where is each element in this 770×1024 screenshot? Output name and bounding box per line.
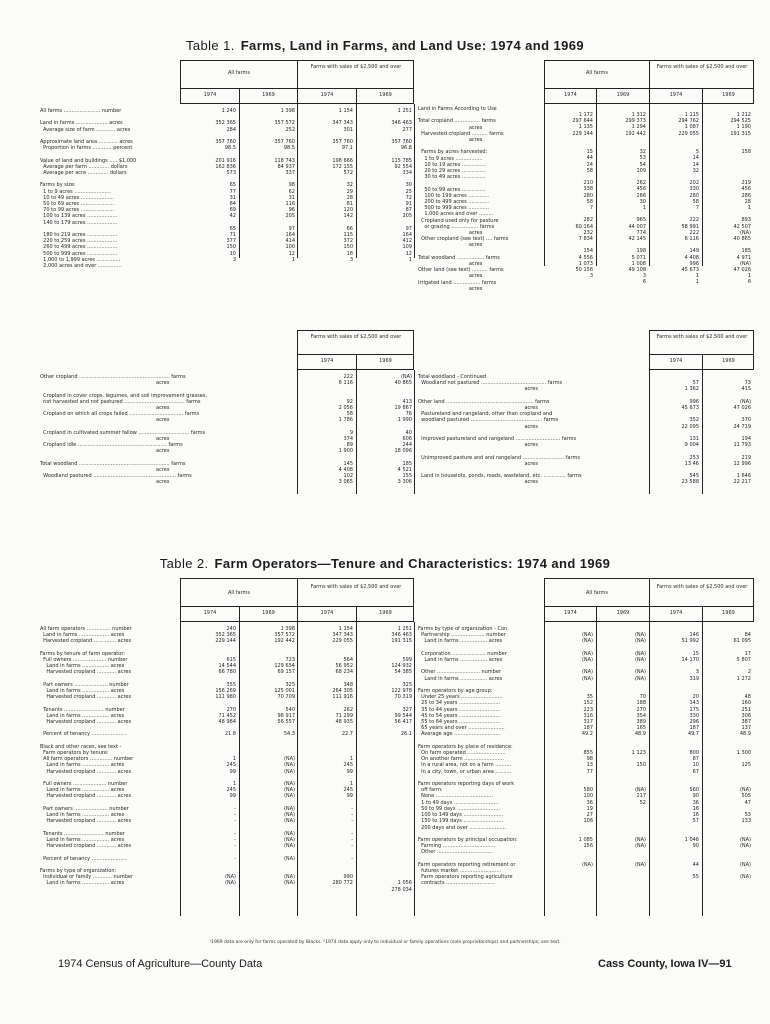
t2-left-year-1969a: 1969 xyxy=(262,610,275,616)
t1-right-sales-head: Farms with sales of $2,500 and over xyxy=(656,64,748,70)
t1-left-year-1974a: 1974 xyxy=(203,92,217,98)
t1-left-allfarms-head: All farms xyxy=(227,70,251,76)
t1-ll-col-1969: (NA) 40 865 413 19 867 76 1 990 40 606 244 18 096 185 4 521 155 3 306 xyxy=(394,374,412,486)
t2-right-year-1974a: 1974 xyxy=(564,610,577,616)
t1-lr-sales-head: Farms with sales of $2,500 and over xyxy=(656,334,748,340)
table2-heading: Farm Operators—Tenure and Characteristics: 1974 and 1969 xyxy=(214,556,611,571)
t1-right-year-1974a: 1974 xyxy=(564,92,577,98)
t2-left-col-1969-all: 1 398 357 572 192 442 723 129 654 69 157 325 125 001 70 709 540 98 917 56 557 54.3 (NA) (NA) (NA) (NA) (NA) (NA) (NA) (NA) (NA) (NA) (NA) (NA) (NA) (NA) (NA) xyxy=(274,626,295,887)
t2-right-labels: Farms by type of organization - Con. Partnership ..................... number Land in farms ................. acres Corporation ..................... number Land in farms ................. acres Other ........................... number Land in farms ................. acres Farm operators by age group: Under 25 years .......................... 25 to 34 years .......................... 35 to 44 years .......................... 45 to 54 years .......................... 55 to 64 years .......................... 65 years and over ....................... Average age ............................. Farm operators by place of residence: On farm operated ........................ On another farm ......................... In a rural area, not on a farm .......... In a city, town, or urban area .......... Farm operators reporting days of work off farm: None .................................... 1 to 49 days ............................ 50 to 99 days ........................... 100 to 149 days ......................... 150 to 199 days ......................... 200 days and over ....................... Farm operators by principal occupation: Farming ................................. Other ................................... Farm operators reporting retirement or futures market .......................... Farm operators reporting agriculture contracts ............................... xyxy=(418,626,518,887)
table1-heading: Farms, Land in Farms, and Land Use: 1974 and 1969 xyxy=(240,38,584,53)
t2-right-col-1974-sales: 146 51 992 15 14 170 3 319 20 143 175 330 296 187 49.7 800 87 10 67 560 90 36 16 16 57 1 046 90 44 55 xyxy=(681,632,699,881)
t1-ll-sales-head: Farms with sales of $2,500 and over xyxy=(310,334,402,340)
t2-right-col-1969-sales: 84 61 095 17 5 807 2 1 272 48 160 251 306 387 137 48.9 1 300 125 (NA) 505 47 53 133 (NA) (NA) (NA) (NA) xyxy=(733,632,751,881)
t2-right-col-1969-all: (NA) (NA) (NA) (NA) (NA) (NA) 70 188 270 354 389 165 48.9 1 123 150 (NA) 217 52 (NA) (NA) (NA) xyxy=(631,632,646,868)
page-footer-right: Cass County, Iowa IV—91 xyxy=(598,958,732,970)
t2-right-sales-head: Farms with sales of $2,500 and over xyxy=(656,584,748,590)
t1-lr-labels: Total woodland - Continued Woodland not pastured ......................................... farms acres Other land ....................................................... farms acres Pastureland and rangeland, other than cropland and woodland pastured ............................................. farms acres Improved pastureland and rangeland ............................ farms acres Unimproved pasture and and rangeland .......................... farms acres Land in houselots, ponds, roads, wasteland, etc. .............. farms acres xyxy=(418,374,582,486)
t2-left-year-1969b: 1969 xyxy=(379,610,392,616)
t2-right-year-1969b: 1969 xyxy=(722,610,735,616)
t1-left-sales-head: Farms with sales of $2,500 and over xyxy=(310,64,402,70)
t1-left-year-1969a: 1969 xyxy=(262,92,275,98)
t2-left-col-1969-sales: 1 251 346 463 191 315 599 124 932 54 385 325 122 978 70 319 327 99 544 56 417 26.1 1 056 278 034 xyxy=(391,626,412,893)
t1-lr-year-1969: 1969 xyxy=(722,358,735,364)
t1-left-col-1974-sales: 1 154 347 343 301 357 760 97.1 198 666 172 155 572 32 29 28 81 120 142 66 115 372 150 18 3 xyxy=(332,108,353,263)
t1-right-year-1969a: 1969 xyxy=(616,92,630,98)
t2-right-year-1974b: 1974 xyxy=(669,610,683,616)
t2-left-col-1974-all: 240 352 365 229 144 615 14 544 66 780 355 156 269 111 980 270 71 452 48 984 21.8 1 245 99 1 245 99 - - - - - - - (NA) (NA) xyxy=(215,626,236,887)
table2-title xyxy=(0,556,770,571)
t2-left-labels: All farm operators ............... number Land in farms ................... acres Harvested cropland .............. acres Farms by tenure of farm operator: Full owners ..................... number Land in farms ................. acres Harvested cropland ............ acres Part owners ..................... number Land in farms ................. acres Harvested cropland ............ acres Tenants ......................... number Land in farms ................. acres Harvested cropland ............ acres Percent of tenancy ...................... Black and other races, see text - Farm operators by tenure: All farm operators .............. number Land in farms ................. acres Harvested cropland ............ acres Full owners ..................... number Land in farms ................. acres Harvested cropland ............ acres Part owners ..................... number Land in farms ................. acres Harvested cropland ............ acres Tenants ......................... number Land in farms ................. acres Harvested cropland ............ acres Percent of tenancy ...................... Farms by type of organization: Individual or family ............ number Land in farms ................. acres xyxy=(40,626,134,887)
t1-ll-year-1974: 1974 xyxy=(320,358,334,364)
t1-right-col-1969-all: 1 312 299 373 1 294 192 442 32 53 54 109 262 456 286 30 1 965 44 007 774 42 145 198 5 071 1 008 49 108 3 6 xyxy=(625,112,646,286)
t1-right-year-1974b: 1974 xyxy=(669,92,683,98)
t1-right-allfarms-head: All farms xyxy=(585,70,609,76)
t2-left-allfarms-head: All farms xyxy=(227,590,251,596)
t1-right-year-1969b: 1969 xyxy=(722,92,735,98)
t1-left-year-1969b: 1969 xyxy=(379,92,392,98)
t2-left-year-1974b: 1974 xyxy=(320,610,334,616)
t1-lr-col-1974: 57 1 362 996 45 673 352 22 095 131 9 004 253 13 46 545 23 588 xyxy=(681,380,699,486)
t1-right-col-1974-all: 1 172 297 644 1 135 229 144 15 44 24 58 210 338 280 58 7 282 60 164 232 7 834 154 4 556 1 073 50 156 3 xyxy=(572,112,593,280)
table2-number: Table 2. xyxy=(159,556,209,571)
t1-ll-labels: Other cropland ......................................................... farms acres Cropland in cover crops, legumes, and soil improvement grasses, not harvested and not pastured ...................................... farms acres Cropland on which all crops failed .................................. farms acres Cropland in cultivated summer fallow ................................ farms acres Cropland idle ........................................................ farms acres Total woodland ......................................................... farms acres Woodland pastured .................................................... farms acres xyxy=(40,374,208,486)
t1-left-col-1969-sales: 1 251 346 463 277 357 760 96.8 115 785 92 554 334 30 25 72 91 87 205 97 164 412 109 12 1 xyxy=(391,108,412,263)
t1-lr-year-1974: 1974 xyxy=(669,358,683,364)
t1-left-col-1974-all: 1 240 352 365 284 357 760 98.5 201 916 162 836 573 65 77 31 84 69 42 65 71 377 150 10 3 xyxy=(215,108,236,263)
t2-left-year-1974a: 1974 xyxy=(203,610,217,616)
t2-left-sales-head: Farms with sales of $2,500 and over xyxy=(310,584,402,590)
t1-left-year-1974b: 1974 xyxy=(320,92,334,98)
t1-ll-year-1969: 1969 xyxy=(379,358,392,364)
t2-left-col-1974-sales: 1 154 347 343 229 055 564 56 952 68 234 348 264 305 111 916 262 71 299 48 935 22.7 1 245 99 1 245 99 - - - - - - - 990 280 772 xyxy=(332,626,353,887)
t1-lr-col-1969: 73 415 (NA) 47 026 370 24 719 194 11 793 219 12 996 1 646 22 217 xyxy=(733,380,751,486)
table2-footnote: ¹1969 data are only for farms operated by Blacks. ²1974 data apply only to individual or family operations (sole proprietorships) and partnerships; see text. xyxy=(209,940,561,945)
t2-right-allfarms-head: All farms xyxy=(585,590,609,596)
t1-right-labels: Land in Farms According to Use Total cropland ................ farms acres Harvested cropland .......... farms acres Farms by acres harvested: 1 to 9 acres ................. 10 to 19 acres ............... 20 to 29 acres ............... 30 to 49 acres ............... 50 to 99 acres ............... 100 to 199 acres ............. 200 to 499 acres ............. 500 to 999 acres ............. 1,000 acres and over ......... Cropland used only for pasture or grazing ................. farms acres Other cropland (see text) .... farms acres Total woodland ................. farms acres Other land (see text) .......... farms acres Irrigated land ................. farms acres xyxy=(418,106,509,292)
t1-right-col-1974-sales: 1 115 294 762 1 087 229 055 5 14 14 32 202 330 280 58 7 222 58 991 222 6 116 149 4 408 996 45 673 1 1 xyxy=(678,112,699,286)
t1-left-labels: All farms ....................... number Land in farms .................... acres Average size of farm ............ acres Approximate land area ............ acres Proportion in farms ............ percent Value of land and buildings ..... $1,000 Average per farm ............. dollars Average per acre ............. dollars Farms by size: 1 to 9 acres ....................... 10 to 49 acres ..................... 50 to 69 acres ..................... 70 to 99 acres ..................... 100 to 139 acres ................... 140 to 179 acres ................... 180 to 219 acres ................... 220 to 259 acres ................... 260 to 499 acres ................... 500 to 999 acres ................... 1,000 to 1,999 acres ............... 2,000 acres and over ............... xyxy=(40,108,137,270)
t2-right-year-1969a: 1969 xyxy=(616,610,630,616)
t1-right-col-1969-sales: 1 212 294 525 1 190 191 315 158 219 456 286 28 1 893 42 507 (NA) 40 865 185 4 971 (NA) 47 026 1 6 xyxy=(730,112,751,286)
t1-ll-col-1974: 222 6 116 92 2 056 58 1 786 9 374 89 1 900 145 4 408 102 3 065 xyxy=(338,374,353,486)
t1-left-col-1969-all: 1 398 357 572 252 357 760 98.5 118 743 84 937 337 98 62 31 116 96 205 97 164 414 100 12 1 xyxy=(274,108,295,263)
table1-title xyxy=(0,38,770,53)
t2-right-col-1974-all: (NA) (NA) (NA) (NA) (NA) (NA) 35 152 223 316 317 187 49.2 855 98 13 77 580 100 36 19 27 106 1 085 156 (NA) xyxy=(578,632,593,868)
table1-number: Table 1. xyxy=(185,38,235,53)
page-footer-left: 1974 Census of Agriculture—County Data xyxy=(58,958,263,970)
